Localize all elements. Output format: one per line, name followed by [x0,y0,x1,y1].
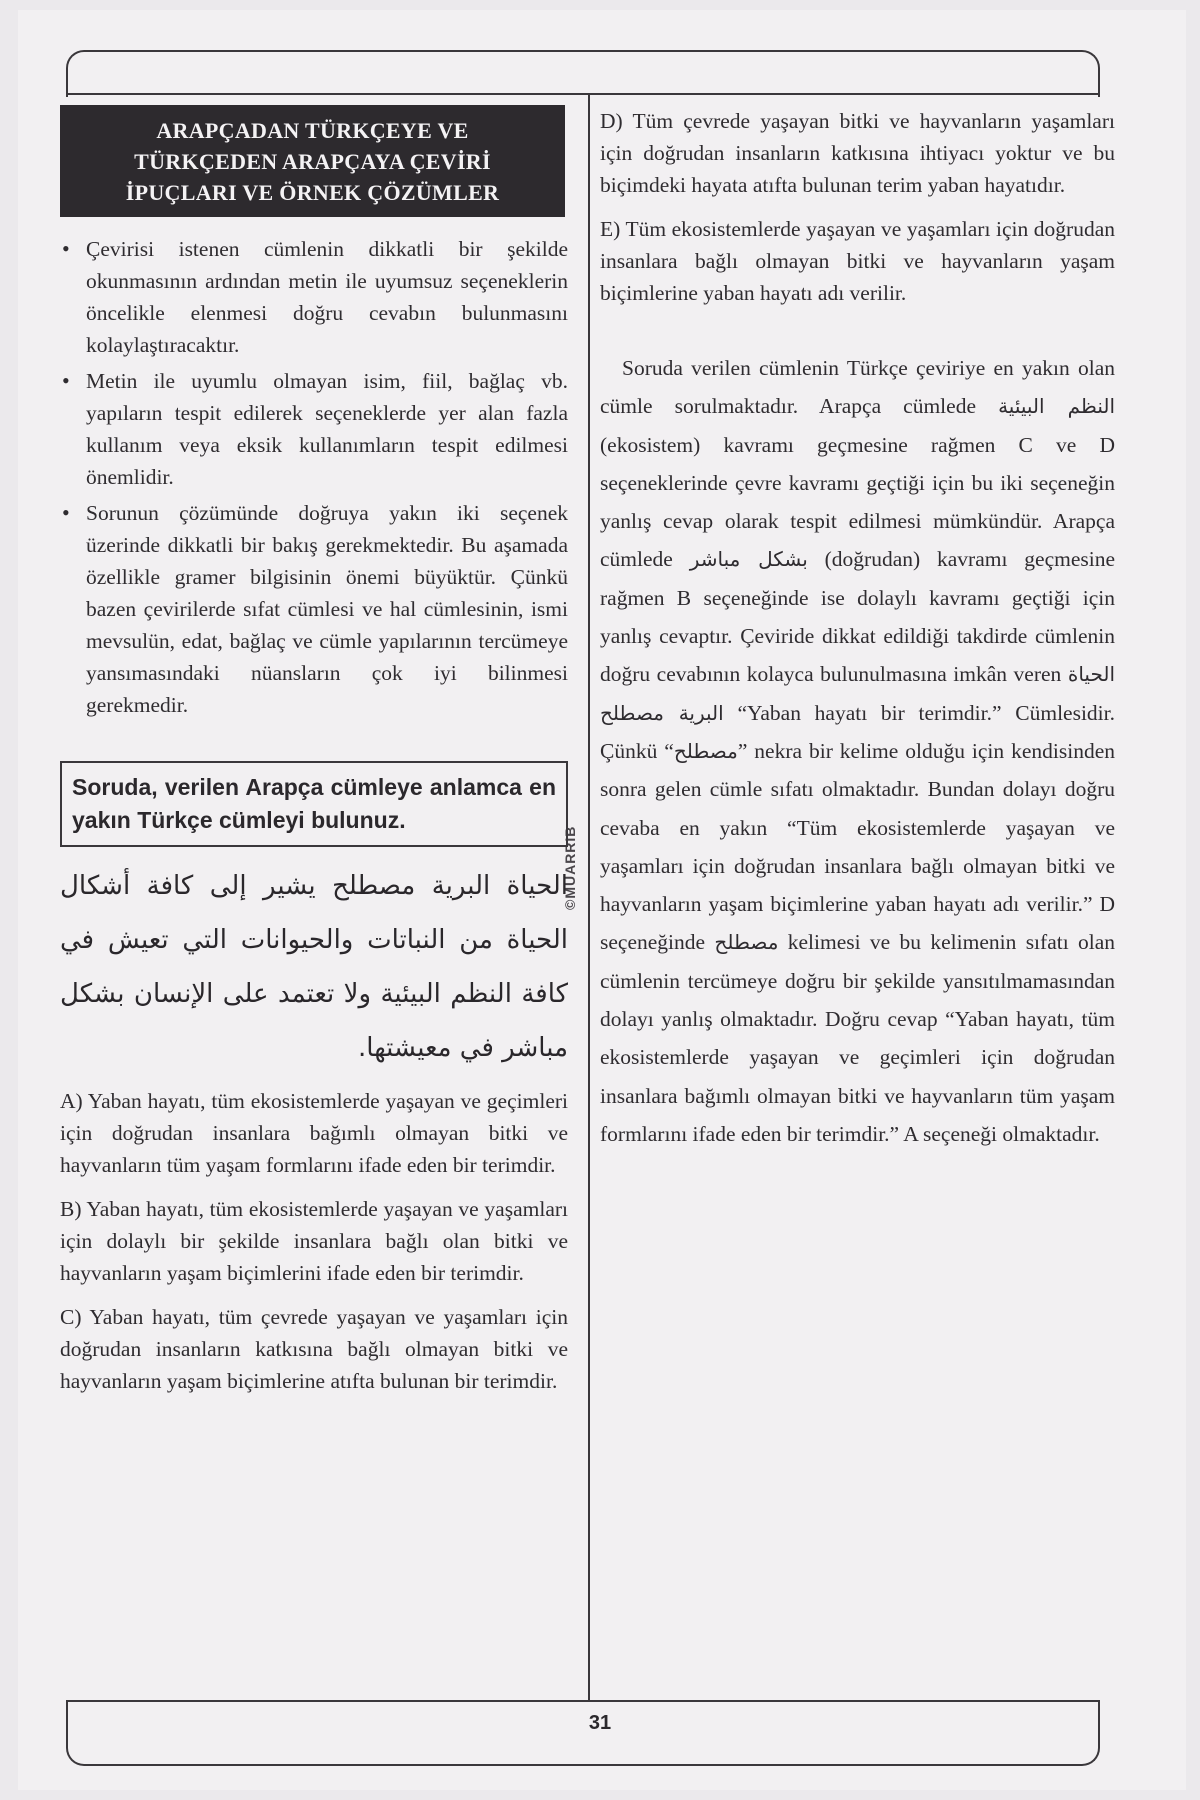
bullet-icon: • [62,368,70,393]
option-d: D) Tüm çevrede yaşayan bitki ve hayvanların yaşamları için doğrudan insanların katkısına ihtiyacı yoktur ve bu biçimdeki hayata atıfta bulunan terim yaban hayatıdır. [600,109,1115,197]
tip-item [60,497,568,721]
bullet-icon: • [62,236,70,261]
section-title-line: İPUÇLARI VE ÖRNEK ÇÖZÜMLER [125,179,500,205]
option-b: B) Yaban hayatı, tüm ekosistemlerde yaşayan ve yaşamları için dolaylı bir şekilde insanlara bağlı olan bitki ve hayvanların yaşam biçimlerini ifade eden bir terimdir. [60,1197,568,1285]
arabic-term: مصطلح [714,930,779,955]
watermark: ©MUARRIB [562,825,578,910]
solution-explanation [600,349,1115,1153]
answer-options-left [60,1085,568,1397]
explanation-text: (ekosistem) kavramı geçmesine rağmen C ve D seçeneklerinde çevre kavramı geçtiği için bu iki seçeneğin yanlış cevap olarak tespit edilmesi mümkündür. Arapça cümlede [600,432,1115,572]
answer-options-right [600,105,1115,309]
explanation-text: ” nekra bir kelime olduğu için kendisinden sonra gelen cümle sıfatı olmaktadır. Bundan dolayı doğru cevaba en yakın “Tüm ekosistemlerde yaşayan ve yaşamları için doğrudan insanlara bağlı olmayan bitki ve hayvanların yaşam biçimlerine yaban hayatı adı verilir.” D seçeneğinde [600,738,1115,955]
explanation-text: Soruda verilen cümlenin Türkçe çeviriye en yakın olan cümle sorulmaktadır. Arapça cümlede [600,356,1115,419]
tip-item [60,233,568,361]
option-c: C) Yaban hayatı, tüm çevrede yaşayan ve yaşamları için doğrudan insanların katkısına bağlı olmayan bitki ve hayvanların yaşam biçimlerine atıfta bulunan bir terimdir. [60,1305,568,1393]
bullet-icon: • [62,500,70,525]
explanation-text: “Yaban hayatı bir terimdir.” Cümlesidir. Çünkü “ [600,700,1115,763]
question-box: Soruda, verilen Arapça cümleye anlamca en yakın Türkçe cümleyi bulunuz. [60,761,568,847]
arabic-term: الحياة البرية مصطلح [600,662,1116,725]
option-a: A) Yaban hayatı, tüm ekosistemlerde yaşayan ve geçimleri için doğrudan insanlara bağımlı olmayan bitki ve hayvanların tüm yaşam formlarını ifade eden bir terimdir. [60,1089,568,1177]
explanation-text: (doğrudan) kavramı geçmesine rağmen B seçeneğinde ise dolaylı kavramı geçtiği için yanlış cevaptır. Çeviride dikkat edildiği takdirde cümlenin doğru cevabının kolayca bulunulmasına imkân veren [600,547,1116,687]
arabic-source-text: الحياة البرية مصطلح يشير إلى كافة أشكال الحياة من النباتات والحيوانات التي تعيش في كافة النظم البيئية ولا تعتمد على الإنسان بشكل مباشر في معيشتها. [60,871,568,1063]
section-title-box [60,105,565,217]
page-frame-top-rule [66,93,1100,95]
page-frame-top [66,50,1100,97]
arabic-term: بشكل مباشر [689,547,808,572]
right-column [600,105,1115,1153]
tip-text: Sorunun çözümünde doğruya yakın iki seçenek üzerinde dikkatli bir bakış gerekmektedir. Bu aşamada özellikle gramer bilgisinin önemi büyüktür. Çünkü bazen çevirilerde sıfat cümlesi ve hal cümlesinin, ismi mevsulün, edat, bağlaç ve cümle yapılarının tercümeye yansımasındaki nüansların çok iyi bilinmesi gerekmedir. [86,501,568,717]
page-frame-bottom-rule [66,1700,1100,1702]
left-column [60,105,568,1409]
tip-text: Çevirisi istenen cümlenin dikkatli bir şekilde okunmasının ardından metin ile uyumsuz seçeneklerin öncelikle elenmesi doğru cevabın bulunmasını kolaylaştıracaktır. [86,237,568,357]
tip-item [60,365,568,493]
option-e: E) Tüm ekosistemlerde yaşayan ve yaşamları için doğrudan insanlara bağlı olmayan bitki ve hayvanların yaşam biçimlerine yaban hayatı adı verilir. [600,217,1115,305]
section-title-line: TÜRKÇEDEN ARAPÇAYA ÇEVİRİ [134,148,491,174]
column-divider [588,95,590,1700]
section-title-line: ARAPÇADAN TÜRKÇEYE VE [156,117,469,143]
explanation-text: kelimesi ve bu kelimenin sıfatı olan cümlenin tercümeye doğru bir şekilde yansıtılmamasından dolayı yanlış olmaktadır. Doğru cevap “Yaban hayatı, tüm ekosistemlerde yaşayan ve geçimleri için doğrudan insanlara bağımlı olmayan bitki ve hayvanların tüm yaşam formlarını ifade eden bir terimdir.” A seçeneği olmaktadır. [600,930,1116,1146]
tips-list [60,233,568,721]
page-number: 31 [588,1712,612,1734]
explanation-paragraph [600,349,1115,1153]
arabic-term: النظم البيئية [998,394,1116,419]
tip-text: Metin ile uyumlu olmayan isim, fiil, bağlaç vb. yapıların tespit edilerek seçeneklerde yer alan fazla kullanım veya eksik kullanımların tespit edilmesi önemlidir. [86,369,568,489]
arabic-term: مصطلح [673,738,738,763]
